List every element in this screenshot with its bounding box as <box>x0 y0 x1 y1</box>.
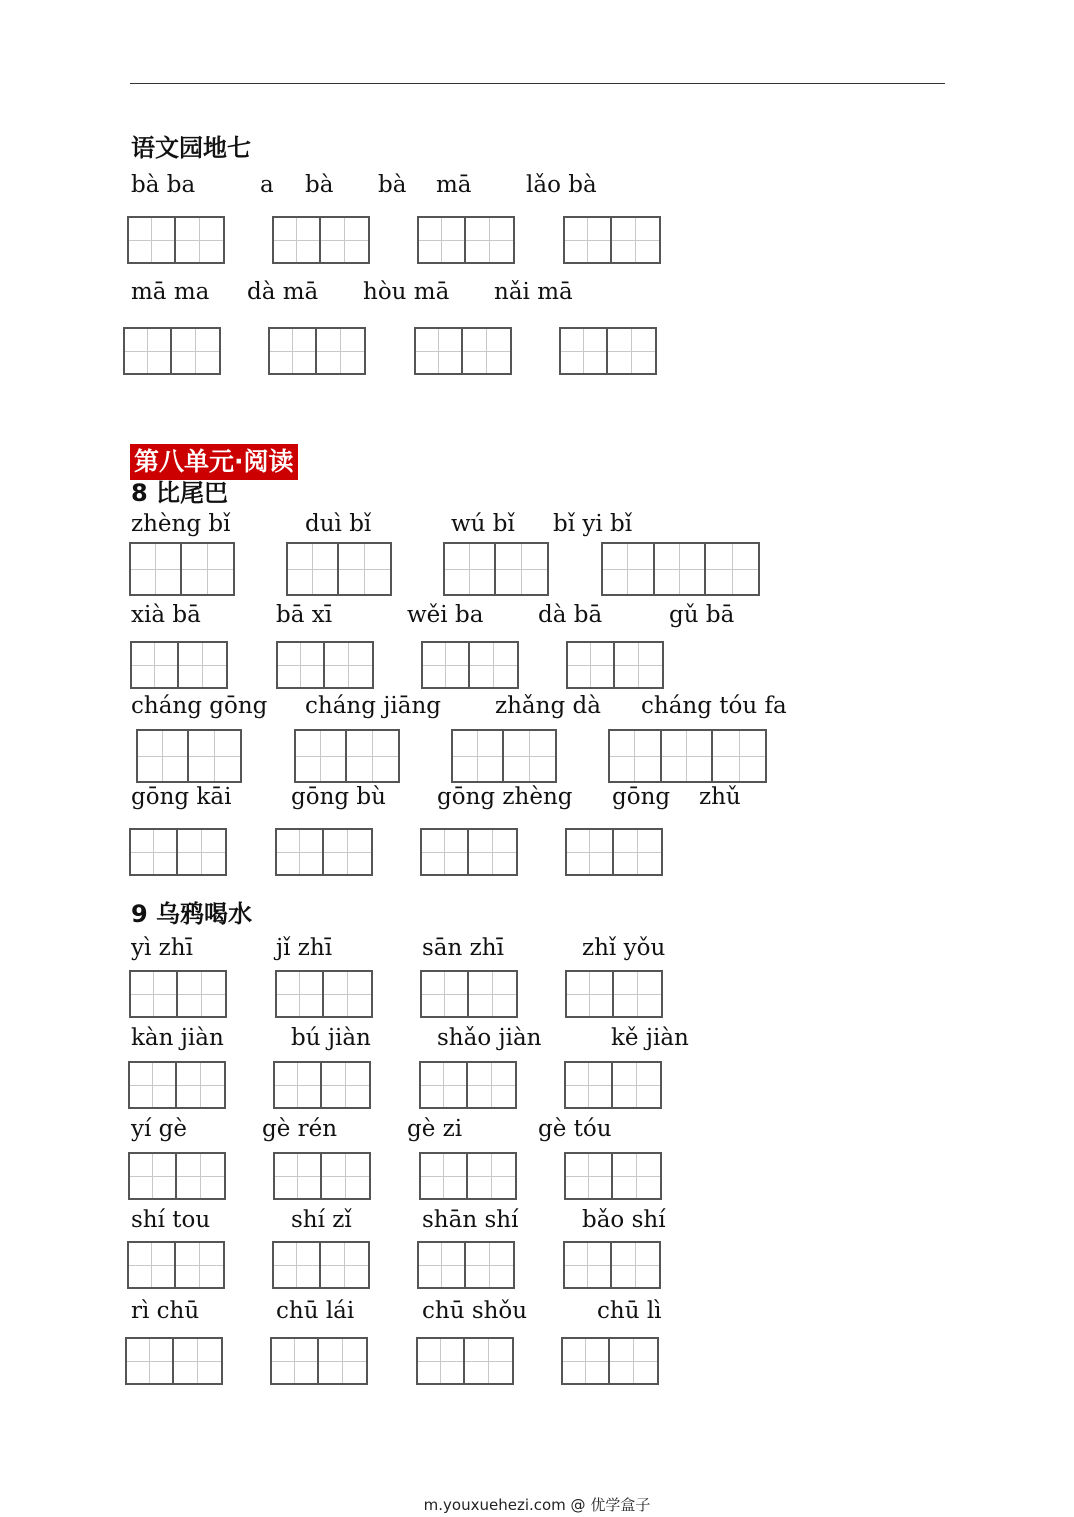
writing-grid[interactable] <box>130 641 228 689</box>
pinyin-r4-2: zhǎng dà <box>495 693 601 719</box>
writing-grid[interactable] <box>129 542 235 596</box>
pinyin-r9-0: shí tou <box>131 1207 211 1233</box>
writing-grid[interactable] <box>559 327 657 375</box>
writing-grid[interactable] <box>273 1061 371 1109</box>
pinyin-r3-4: gǔ bā <box>669 602 735 628</box>
writing-grid[interactable] <box>420 828 518 876</box>
writing-grid[interactable] <box>275 970 373 1018</box>
pinyin-r6-1: jǐ zhī <box>276 935 333 961</box>
writing-grid[interactable] <box>129 828 227 876</box>
writing-grid[interactable] <box>127 1241 225 1289</box>
pinyin-r7-2: shǎo jiàn <box>437 1025 542 1051</box>
writing-grid[interactable] <box>421 641 519 689</box>
pinyin-r0-2: bà <box>305 172 334 198</box>
pinyin-r0-3: bà <box>378 172 407 198</box>
writing-grid[interactable] <box>443 542 549 596</box>
pinyin-r3-1: bā xī <box>276 602 333 628</box>
pinyin-r6-0: yì zhī <box>131 935 193 961</box>
writing-grid[interactable] <box>417 1241 515 1289</box>
page-footer: m.youxuehezi.com @ 优学盒子 <box>423 1496 651 1514</box>
writing-grid[interactable] <box>417 216 515 264</box>
writing-grid[interactable] <box>272 216 370 264</box>
writing-grid[interactable] <box>286 542 392 596</box>
writing-grid[interactable] <box>420 970 518 1018</box>
pinyin-r10-0: rì chū <box>131 1298 200 1324</box>
pinyin-r1-2: hòu mā <box>363 279 450 305</box>
top-divider <box>130 83 945 84</box>
pinyin-r6-2: sān zhī <box>422 935 504 961</box>
pinyin-r7-1: bú jiàn <box>291 1025 371 1051</box>
pinyin-r0-5: lǎo bà <box>526 172 597 198</box>
pinyin-r3-3: dà bā <box>538 602 603 628</box>
pinyin-r9-2: shān shí <box>422 1207 519 1233</box>
pinyin-r10-1: chū lái <box>276 1298 355 1324</box>
writing-grid[interactable] <box>564 1061 662 1109</box>
writing-grid[interactable] <box>275 828 373 876</box>
writing-grid[interactable] <box>564 1152 662 1200</box>
writing-grid[interactable] <box>136 729 242 783</box>
pinyin-r9-1: shí zǐ <box>291 1207 352 1233</box>
writing-grid[interactable] <box>272 1241 370 1289</box>
writing-grid[interactable] <box>566 641 664 689</box>
writing-grid[interactable] <box>273 1152 371 1200</box>
pinyin-r0-4: mā <box>436 172 472 198</box>
pinyin-r8-0: yí gè <box>131 1116 187 1142</box>
pinyin-r0-1: a <box>260 172 274 198</box>
pinyin-r3-0: xià bā <box>131 602 201 628</box>
writing-grid[interactable] <box>419 1061 517 1109</box>
pinyin-r4-3: cháng tóu fa <box>641 693 787 719</box>
writing-grid[interactable] <box>125 1337 223 1385</box>
pinyin-r8-1: gè rén <box>262 1116 338 1142</box>
pinyin-r2-0: zhèng bǐ <box>131 511 231 537</box>
lesson-title-8: 8 比尾巴 <box>131 479 229 507</box>
pinyin-r6-3: zhǐ yǒu <box>582 935 666 961</box>
writing-grid[interactable] <box>276 641 374 689</box>
pinyin-r5-4: zhǔ <box>699 784 741 810</box>
writing-grid[interactable] <box>270 1337 368 1385</box>
pinyin-r2-3: bǐ yi bǐ <box>553 511 633 537</box>
pinyin-r10-3: chū lì <box>597 1298 662 1324</box>
pinyin-r7-0: kàn jiàn <box>131 1025 224 1051</box>
pinyin-r8-2: gè zi <box>407 1116 463 1142</box>
pinyin-r5-3: gōng <box>612 784 671 810</box>
writing-grid[interactable] <box>565 828 663 876</box>
pinyin-r10-2: chū shǒu <box>422 1298 528 1324</box>
unit-banner: 第八单元·阅读 <box>130 444 298 480</box>
pinyin-r0-0: bà ba <box>131 172 196 198</box>
pinyin-r8-3: gè tóu <box>538 1116 612 1142</box>
writing-grid[interactable] <box>561 1337 659 1385</box>
pinyin-r2-1: duì bǐ <box>305 511 372 537</box>
pinyin-r1-0: mā ma <box>131 279 210 305</box>
pinyin-r5-2: gōng zhèng <box>437 784 573 810</box>
pinyin-r4-0: cháng gōng <box>131 693 268 719</box>
pinyin-r9-3: bǎo shí <box>582 1207 666 1233</box>
lesson-title-9: 9 乌鸦喝水 <box>131 900 253 928</box>
writing-grid[interactable] <box>565 970 663 1018</box>
writing-grid[interactable] <box>416 1337 514 1385</box>
writing-grid[interactable] <box>123 327 221 375</box>
pinyin-r3-2: wěi ba <box>407 602 484 628</box>
writing-grid[interactable] <box>451 729 557 783</box>
writing-grid[interactable] <box>608 729 767 783</box>
writing-grid[interactable] <box>563 1241 661 1289</box>
writing-grid[interactable] <box>268 327 366 375</box>
pinyin-r5-1: gōng bù <box>291 784 386 810</box>
writing-grid[interactable] <box>127 216 225 264</box>
pinyin-r4-1: cháng jiāng <box>305 693 441 719</box>
pinyin-r2-2: wú bǐ <box>451 511 515 537</box>
writing-grid[interactable] <box>129 970 227 1018</box>
pinyin-r1-1: dà mā <box>247 279 319 305</box>
writing-grid[interactable] <box>563 216 661 264</box>
writing-grid[interactable] <box>419 1152 517 1200</box>
writing-grid[interactable] <box>414 327 512 375</box>
pinyin-r7-3: kě jiàn <box>611 1025 689 1051</box>
pinyin-r1-3: nǎi mā <box>494 279 573 305</box>
section-title-yuwen-yuandi: 语文园地七 <box>131 134 251 162</box>
writing-grid[interactable] <box>128 1061 226 1109</box>
writing-grid[interactable] <box>601 542 760 596</box>
writing-grid[interactable] <box>128 1152 226 1200</box>
writing-grid[interactable] <box>294 729 400 783</box>
pinyin-r5-0: gōng kāi <box>131 784 232 810</box>
